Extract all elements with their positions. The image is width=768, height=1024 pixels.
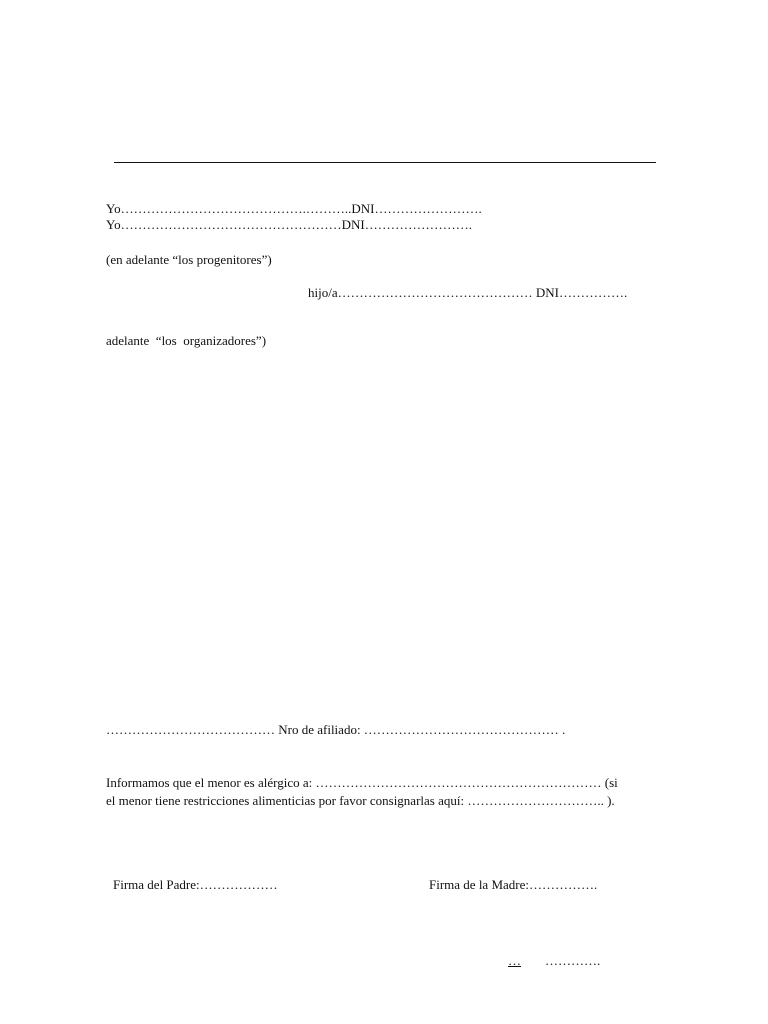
footer-mark-right: ………….	[545, 953, 601, 968]
allergy-line-1: Informamos que el menor es alérgico a: ………………………………………………………… (si	[106, 775, 618, 790]
progenitores-note: (en adelante “los progenitores”)	[106, 252, 272, 267]
mother-signature: Firma de la Madre:…………….	[429, 877, 598, 892]
allergy-line-2: el menor tiene restricciones alimenticias por favor consignarlas aquí: ………………………….. ).	[106, 793, 615, 808]
affiliate-line: ………………………………… Nro de afiliado: ……………………………………… .	[106, 722, 566, 737]
footer-mark-left: …	[508, 953, 521, 968]
parent-line-2: Yo……………………………………………DNI…………………….	[106, 217, 472, 232]
parent-line-1: Yo…………………………………….………..DNI…………………….	[106, 201, 482, 216]
header-divider	[114, 162, 656, 163]
father-signature: Firma del Padre:………………	[113, 877, 278, 892]
child-line: hijo/a……………………………………… DNI…………….	[308, 285, 628, 300]
organizers-note: adelante “los organizadores”)	[106, 333, 267, 348]
